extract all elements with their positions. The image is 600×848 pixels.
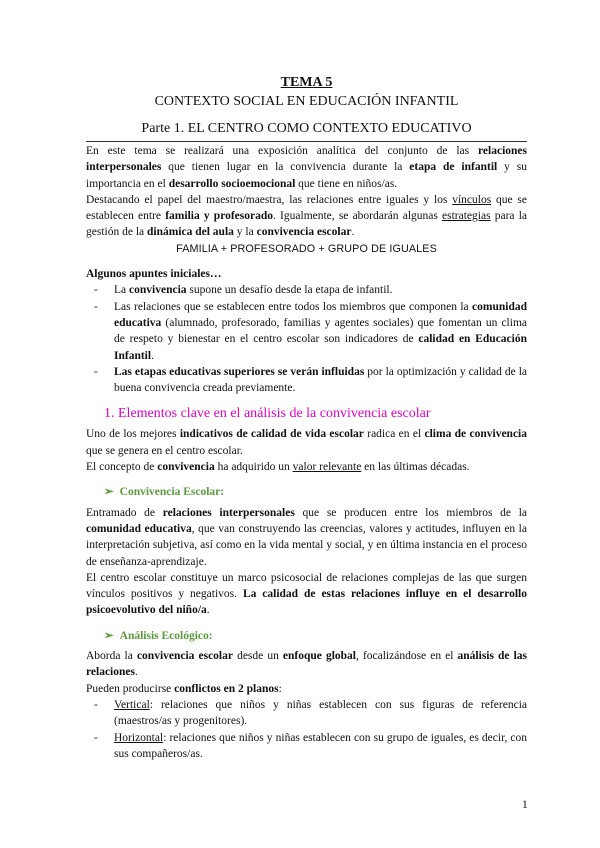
convivencia-paragraph-2: El centro escolar constituye un marco psicosocial de relaciones complejas de las que surgen vínculos positivos y negativos. La calidad de estas relaciones influye en el desarrollo psicoevolutivo del niño/a. (86, 571, 527, 617)
list-item: - La convivencia supone un desafío desde la etapa de infantil. (114, 282, 527, 298)
tema-title: TEMA 5 (280, 75, 333, 90)
apuntes-list (86, 282, 527, 396)
section-1-paragraph-2: El concepto de convivencia ha adquirido un valor relevante en las últimas décadas. (86, 461, 470, 474)
part-title: Parte 1. EL CENTRO COMO CONTEXTO EDUCATIVO (141, 121, 472, 136)
page-number: 1 (522, 799, 528, 811)
ecologico-heading: ➢ Análisis Ecológico: (104, 628, 527, 644)
document-page (86, 74, 527, 762)
apuntes-heading: Algunos apuntes iniciales… (86, 268, 222, 281)
intro-paragraph-2: Destacando el papel del maestro/maestra, las relaciones entre iguales y los vínculos que se establecen entre familia y profesorado. Igualmente, se abordarán algunas estrategias para la gestión de la dinámica del aula y la convivencia escolar. (86, 193, 528, 239)
convivencia-heading: ➢ Convivencia Escolar: (104, 484, 527, 500)
arrow-bullet-icon: ➢ (104, 486, 114, 499)
ecologico-paragraph-2: Pueden producirse conflictos en 2 planos: (86, 682, 282, 695)
section-1-heading: 1. Elementos clave en el análisis de la convivencia escolar (104, 406, 431, 422)
arrow-bullet-icon: ➢ (104, 629, 114, 642)
list-item: - Las relaciones que se establecen entre todos los miembros que componen la comunidad educativa (alumnado, profesorado, familias y agentes sociales) que fomentan un clima de respeto y bienestar en el centro escolar son indicadores de calidad en Educación Infantil. (114, 299, 527, 364)
list-item: - Las etapas educativas superiores se verán influidas por la optimización y calidad de la buena convivencia creada previamente. (114, 364, 527, 397)
divider (86, 141, 527, 142)
list-item: - Vertical: relaciones que niños y niñas establecen con sus figuras de referencia (maestros/as y progenitores). (114, 697, 527, 730)
planos-list (86, 697, 527, 762)
intro-caps-line: FAMILIA + PROFESORADO + GRUPO DE IGUALES (176, 242, 437, 255)
intro-paragraph-1: En este tema se realizará una exposición analítica del conjunto de las relaciones interpersonales que tienen lugar en la convivencia durante la etapa de infantil y su importancia en el desarrollo socioemocional que tiene en niños/as. (86, 145, 527, 190)
tema-subtitle: CONTEXTO SOCIAL EN EDUCACIÓN INFANTIL (154, 94, 459, 109)
section-1-paragraph-1: Uno de los mejores indicativos de calidad de vida escolar radica en el clima de convivencia que se genera en el centro escolar. (86, 428, 527, 457)
ecologico-paragraph-1: Aborda la convivencia escolar desde un enfoque global, focalizándose en el análisis de las relaciones. (86, 650, 528, 679)
convivencia-paragraph-1: Entramado de relaciones interpersonales que se producen entre los miembros de la comunidad educativa, que van construyendo las creencias, valores y actitudes, influyen en la interpretación subjetiva, así como en la vida mental y social, y en última instancia en el proceso de enseñanza-aprendizaje. (86, 506, 527, 568)
list-item: - Horizontal: relaciones que niños y niñas establecen con su grupo de iguales, es decir, con sus compañeros/as. (114, 730, 527, 763)
